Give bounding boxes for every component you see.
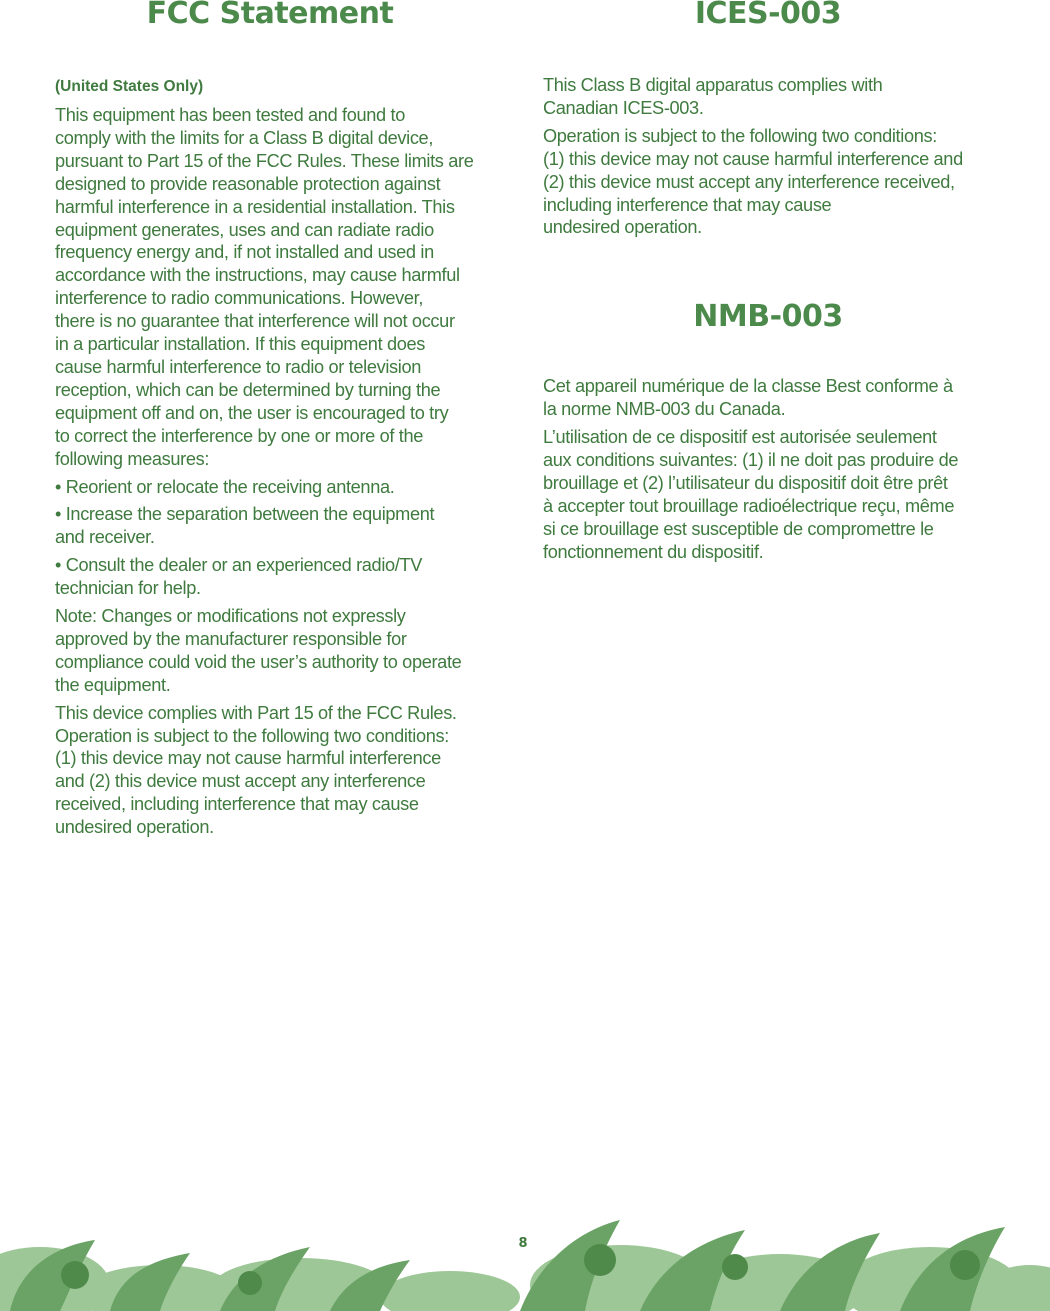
fcc-paragraph-compliance: This device complies with Part 15 of the FCC Rules. Operation is subject to the following two conditions: (1) this device may not cause harmful interference and (2) this device must accept any interference received, including interference that may cause undesired operation. [55,702,457,838]
fcc-bullet-reorient: • Reorient or relocate the receiving antenna. [55,476,395,497]
ices-title: ICES-003 [694,0,842,31]
leaf-border-decoration [0,1205,1050,1311]
fcc-column [55,0,505,844]
fcc-bullet-separation: • Increase the separation between the equipment and receiver. [55,504,435,548]
fcc-subhead: (United States Only) [55,78,204,95]
fcc-paragraph-intro: This equipment has been tested and found to comply with the limits for a Class B digital device, pursuant to Part 15 of the FCC Rules. These limits are designed to provide reasonable protection against harmful interference in a residential installation. This equipment generates, uses and can radiate radio frequency energy and, if not installed and used in accordance with the instructions, may cause harmful interference to radio communications. However, there is no guarantee that interference will not occur in a particular installation. If this equipment does cause harmful interference to radio or television reception, which can be determined by turning the equipment off and on, the user is encouraged to try to correct the interference by one or more of the following measures: [55,105,474,469]
nmb-paragraph-utilisation: L’utilisation de ce dispositif est autorisée seulement aux conditions suivantes: (1) il ne doit pas produire de brouillage et (2) l’utilisateur du dispositif doit être prêt à accepter tout brouillage radioélectrique reçu, même si ce brouillage est susceptible de compromettre le fonctionnement du dispositif. [543,427,959,562]
nmb-title: NMB-003 [693,299,843,335]
fcc-bullet-consult: • Consult the dealer or an experienced radio/TV technician for help. [55,555,423,599]
fcc-title: FCC Statement [146,0,394,31]
ices-paragraph-apparatus: This Class B digital apparatus complies with Canadian ICES-003. [543,75,883,118]
page-number: 8 [518,1236,528,1251]
ices-paragraph-conditions: Operation is subject to the following two conditions: (1) this device may not cause harmful interference and (2) this device must accept any interference received, including interference that may cause undesired operation. [543,125,963,238]
nmb-paragraph-appareil: Cet appareil numérique de la classe Best conforme à la norme NMB-003 du Canada. [543,376,953,420]
canada-column [543,0,1003,569]
fcc-paragraph-note: Note: Changes or modifications not expressly approved by the manufacturer responsible for compliance could void the user’s authority to operate the equipment. [55,606,462,695]
